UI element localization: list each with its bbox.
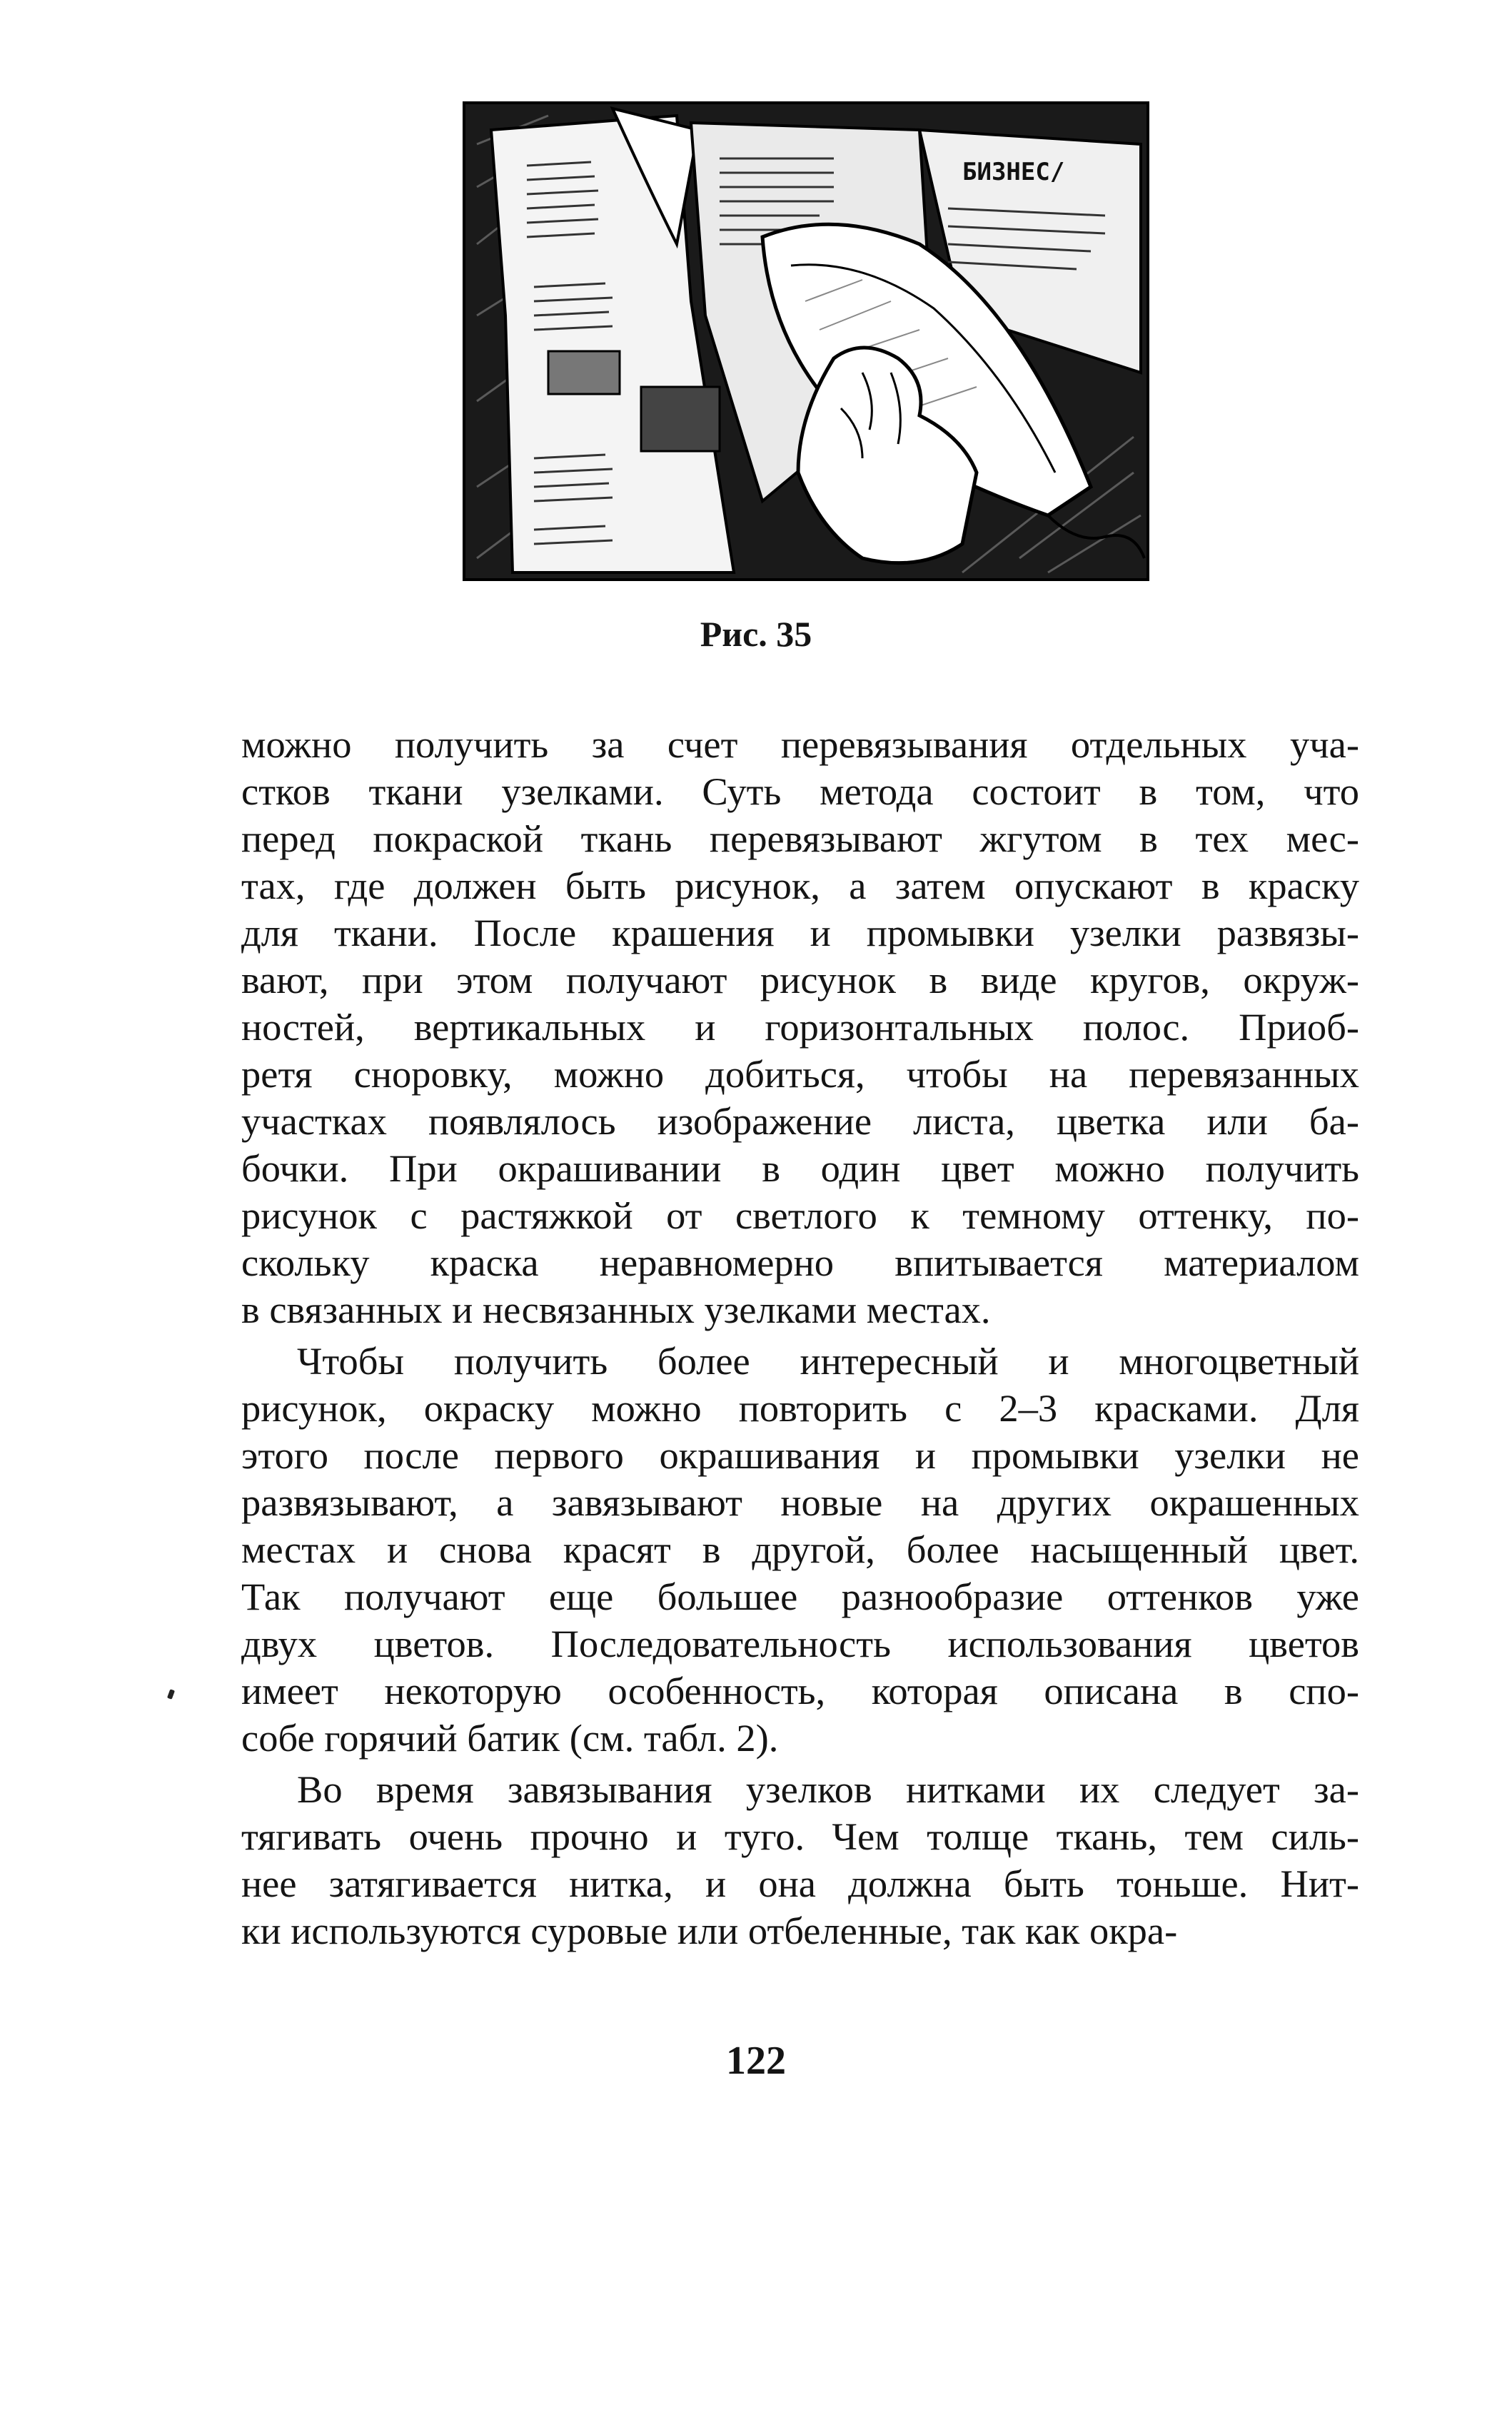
text-line: перед покраской ткань перевязывают жгутом в тех мес- bbox=[241, 817, 1359, 860]
figure-illustration bbox=[463, 101, 1149, 581]
text-line: собе горячий батик (см. табл. 2). bbox=[241, 1716, 779, 1760]
body-text bbox=[241, 721, 1359, 1954]
text-line: в связанных и несвязанных узелками местах. bbox=[241, 1288, 991, 1331]
text-line: ностей, вертикальных и горизонтальных полос. Приоб- bbox=[241, 1005, 1359, 1049]
page-number: 122 bbox=[726, 2039, 786, 2083]
text-line: развязывают, а завязывают новые на других окрашенных bbox=[241, 1480, 1359, 1524]
text-line: Во время завязывания узелков нитками их следует за- bbox=[297, 1767, 1359, 1811]
text-line: можно получить за счет перевязывания отдельных уча- bbox=[241, 722, 1359, 766]
text-line: стков ткани узелками. Суть метода состоит в том, что bbox=[241, 770, 1359, 813]
text-line: вают, при этом получают рисунок в виде кругов, окруж- bbox=[241, 958, 1359, 1001]
text-line: ретя сноровку, можно добиться, чтобы на перевязанных bbox=[241, 1052, 1359, 1096]
text-line: местах и снова красят в другой, более насыщенный цвет. bbox=[241, 1528, 1359, 1571]
text-line: двух цветов. Последовательность использования цветов bbox=[241, 1622, 1359, 1665]
paragraph bbox=[241, 721, 1359, 1333]
text-line: рисунок с растяжкой от светлого к темному оттенку, по- bbox=[241, 1194, 1359, 1237]
text-line: бочки. При окрашивании в один цвет можно получить bbox=[241, 1146, 1359, 1190]
text-line: Чтобы получить более интересный и многоцветный bbox=[297, 1339, 1359, 1383]
text-line: участках появлялось изображение листа, цветка или ба- bbox=[241, 1099, 1359, 1143]
stray-ink-mark bbox=[167, 1689, 175, 1700]
paragraph bbox=[241, 1766, 1359, 1954]
text-line: рисунок, окраску можно повторить с 2–3 красками. Для bbox=[241, 1386, 1359, 1430]
text-line: нее затягивается нитка, и она должна быть тоньше. Нит- bbox=[241, 1862, 1359, 1905]
text-line: этого после первого окрашивания и промывки узелки не bbox=[241, 1433, 1359, 1477]
text-line: тах, где должен быть рисунок, а затем опускают в краску bbox=[241, 864, 1359, 907]
text-line: ки используются суровые или отбеленные, так как окра- bbox=[241, 1909, 1178, 1952]
figure-caption: Рис. 35 bbox=[700, 614, 812, 654]
text-line: имеет некоторую особенность, которая описана в спо- bbox=[241, 1669, 1359, 1712]
text-line: скольку краска неравномерно впитывается материалом bbox=[241, 1241, 1359, 1284]
paragraph bbox=[241, 1338, 1359, 1762]
text-line: для ткани. После крашения и промывки узелки развязы- bbox=[241, 911, 1359, 954]
newspaper-header: БИЗНЕС/ bbox=[962, 158, 1065, 186]
hand-ironing-newspaper-drawing bbox=[463, 101, 1149, 581]
text-line: Так получают еще большее разнообразие оттенков уже bbox=[241, 1575, 1359, 1618]
text-line: тягивать очень прочно и туго. Чем толще ткань, тем силь- bbox=[241, 1815, 1359, 1858]
